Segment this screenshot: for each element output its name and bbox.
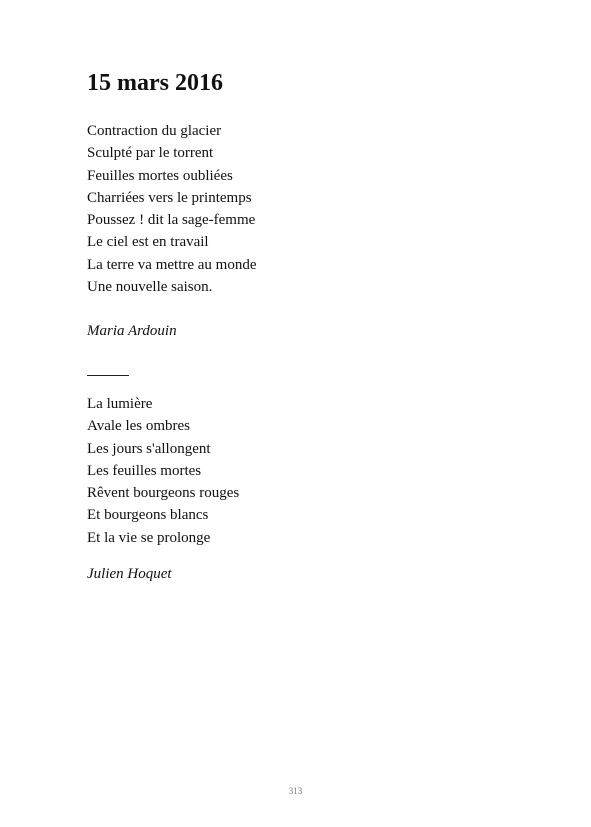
poem-line: Rêvent bourgeons rouges (87, 485, 240, 502)
poem-line: Contraction du glacier (87, 123, 222, 139)
poem-line: Les feuilles mortes (87, 462, 202, 479)
poem-1-stanza (87, 120, 257, 298)
poem-line: La terre va mettre au monde (87, 256, 257, 273)
page-number: 313 (288, 786, 303, 796)
poem-line: Une nouvelle saison. (87, 279, 213, 296)
poem-line: La lumière (87, 396, 153, 412)
poem-line: Sculpté par le torrent (87, 145, 214, 162)
poem-line: Avale les ombres (87, 418, 191, 435)
poem-line: Les jours s'allongent (87, 440, 211, 457)
poem-line: Charriées vers le printemps (87, 189, 252, 206)
separator-rule (87, 375, 129, 376)
poem-line: Et la vie se prolonge (87, 529, 211, 546)
page-title: 15 mars 2016 (87, 70, 223, 96)
poem-line: Et bourgeons blancs (87, 507, 209, 524)
poem-line: Feuilles mortes oubliées (87, 167, 233, 184)
poem-line: Poussez ! dit la sage-femme (87, 212, 256, 229)
poem-2-author: Julien Hoquet (87, 566, 172, 582)
poem-2-stanza (87, 393, 239, 549)
poem-line: Le ciel est en travail (87, 234, 209, 251)
poem-1-author: Maria Ardouin (87, 323, 177, 339)
